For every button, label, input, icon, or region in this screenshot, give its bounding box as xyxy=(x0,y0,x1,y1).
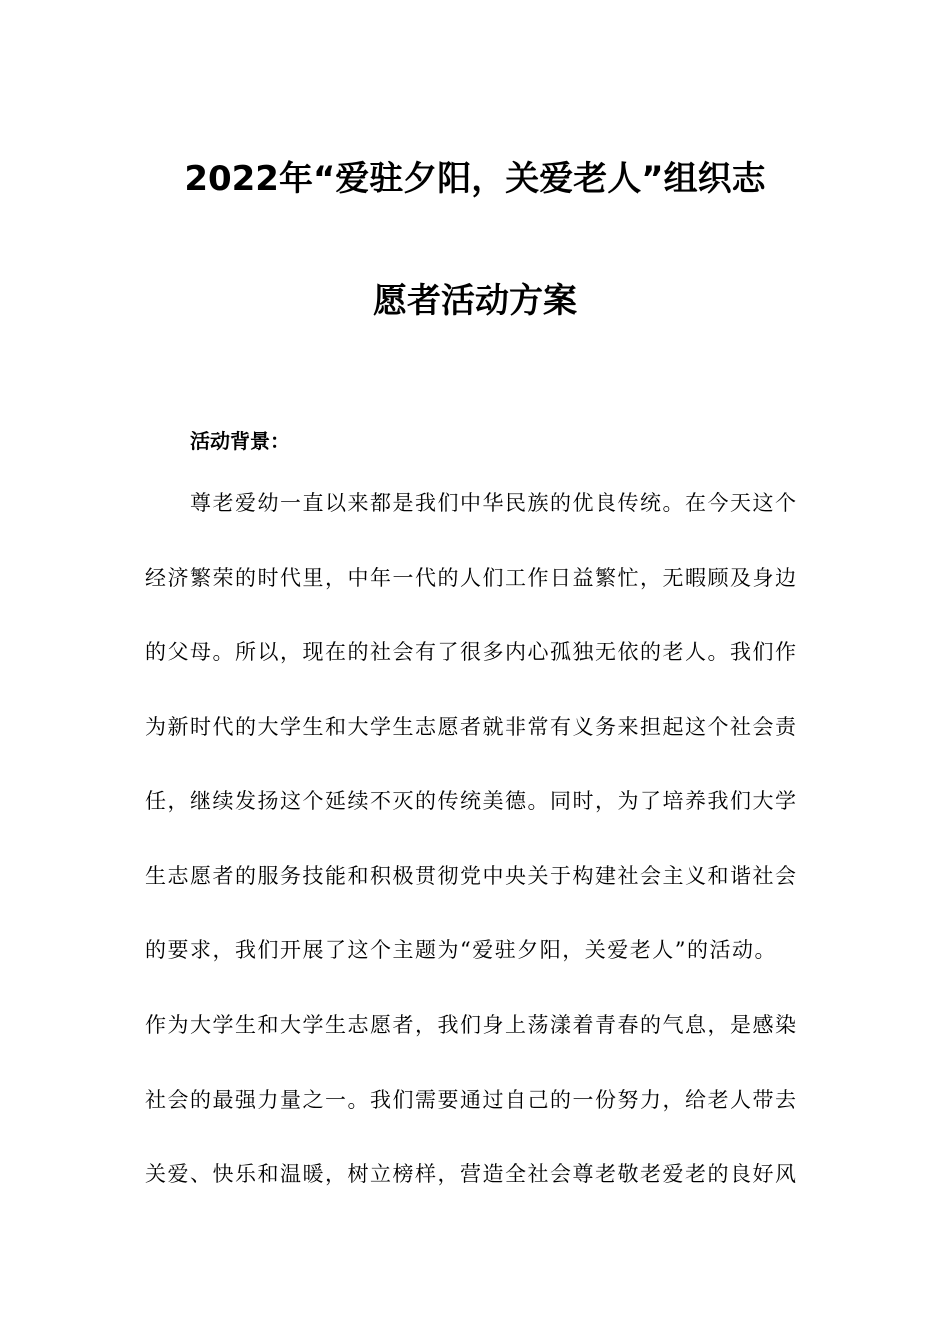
paragraph-line-6: 生志愿者的服务技能和积极贯彻党中央关于构建社会主义和谐社会 xyxy=(145,864,798,888)
paragraph-line-5: 任，继续发扬这个延续不灭的传统美德。同时，为了培养我们大学 xyxy=(145,789,798,813)
paragraph-line-9: 社会的最强力量之一。我们需要通过自己的一份努力，给老人带去 xyxy=(145,1088,798,1112)
paragraph-line-4: 为新时代的大学生和大学生志愿者就非常有义务来担起这个社会责 xyxy=(145,715,798,739)
paragraph-line-10: 关爱、快乐和温暖，树立榜样，营造全社会尊老敬老爱老的良好风 xyxy=(145,1162,798,1186)
paragraph-line-2: 经济繁荣的时代里，中年一代的人们工作日益繁忙，无暇顾及身边 xyxy=(145,566,798,590)
paragraph-line-3: 的父母。所以，现在的社会有了很多内心孤独无依的老人。我们作 xyxy=(145,640,798,664)
paragraph-line-8: 作为大学生和大学生志愿者，我们身上荡漾着青春的气息，是感染 xyxy=(145,1013,798,1037)
paragraph-line-7: 的要求，我们开展了这个主题为“爱驻夕阳，关爱老人”的活动。 xyxy=(145,938,777,962)
document-title-line-2: 愿者活动方案 xyxy=(373,281,577,321)
paragraph-line-1: 尊老爱幼一直以来都是我们中华民族的优良传统。在今天这个 xyxy=(190,491,798,515)
section-heading: 活动背景： xyxy=(190,429,290,453)
document-title-line-1: 2022年“爱驻夕阳，关爱老人”组织志 xyxy=(184,159,766,199)
